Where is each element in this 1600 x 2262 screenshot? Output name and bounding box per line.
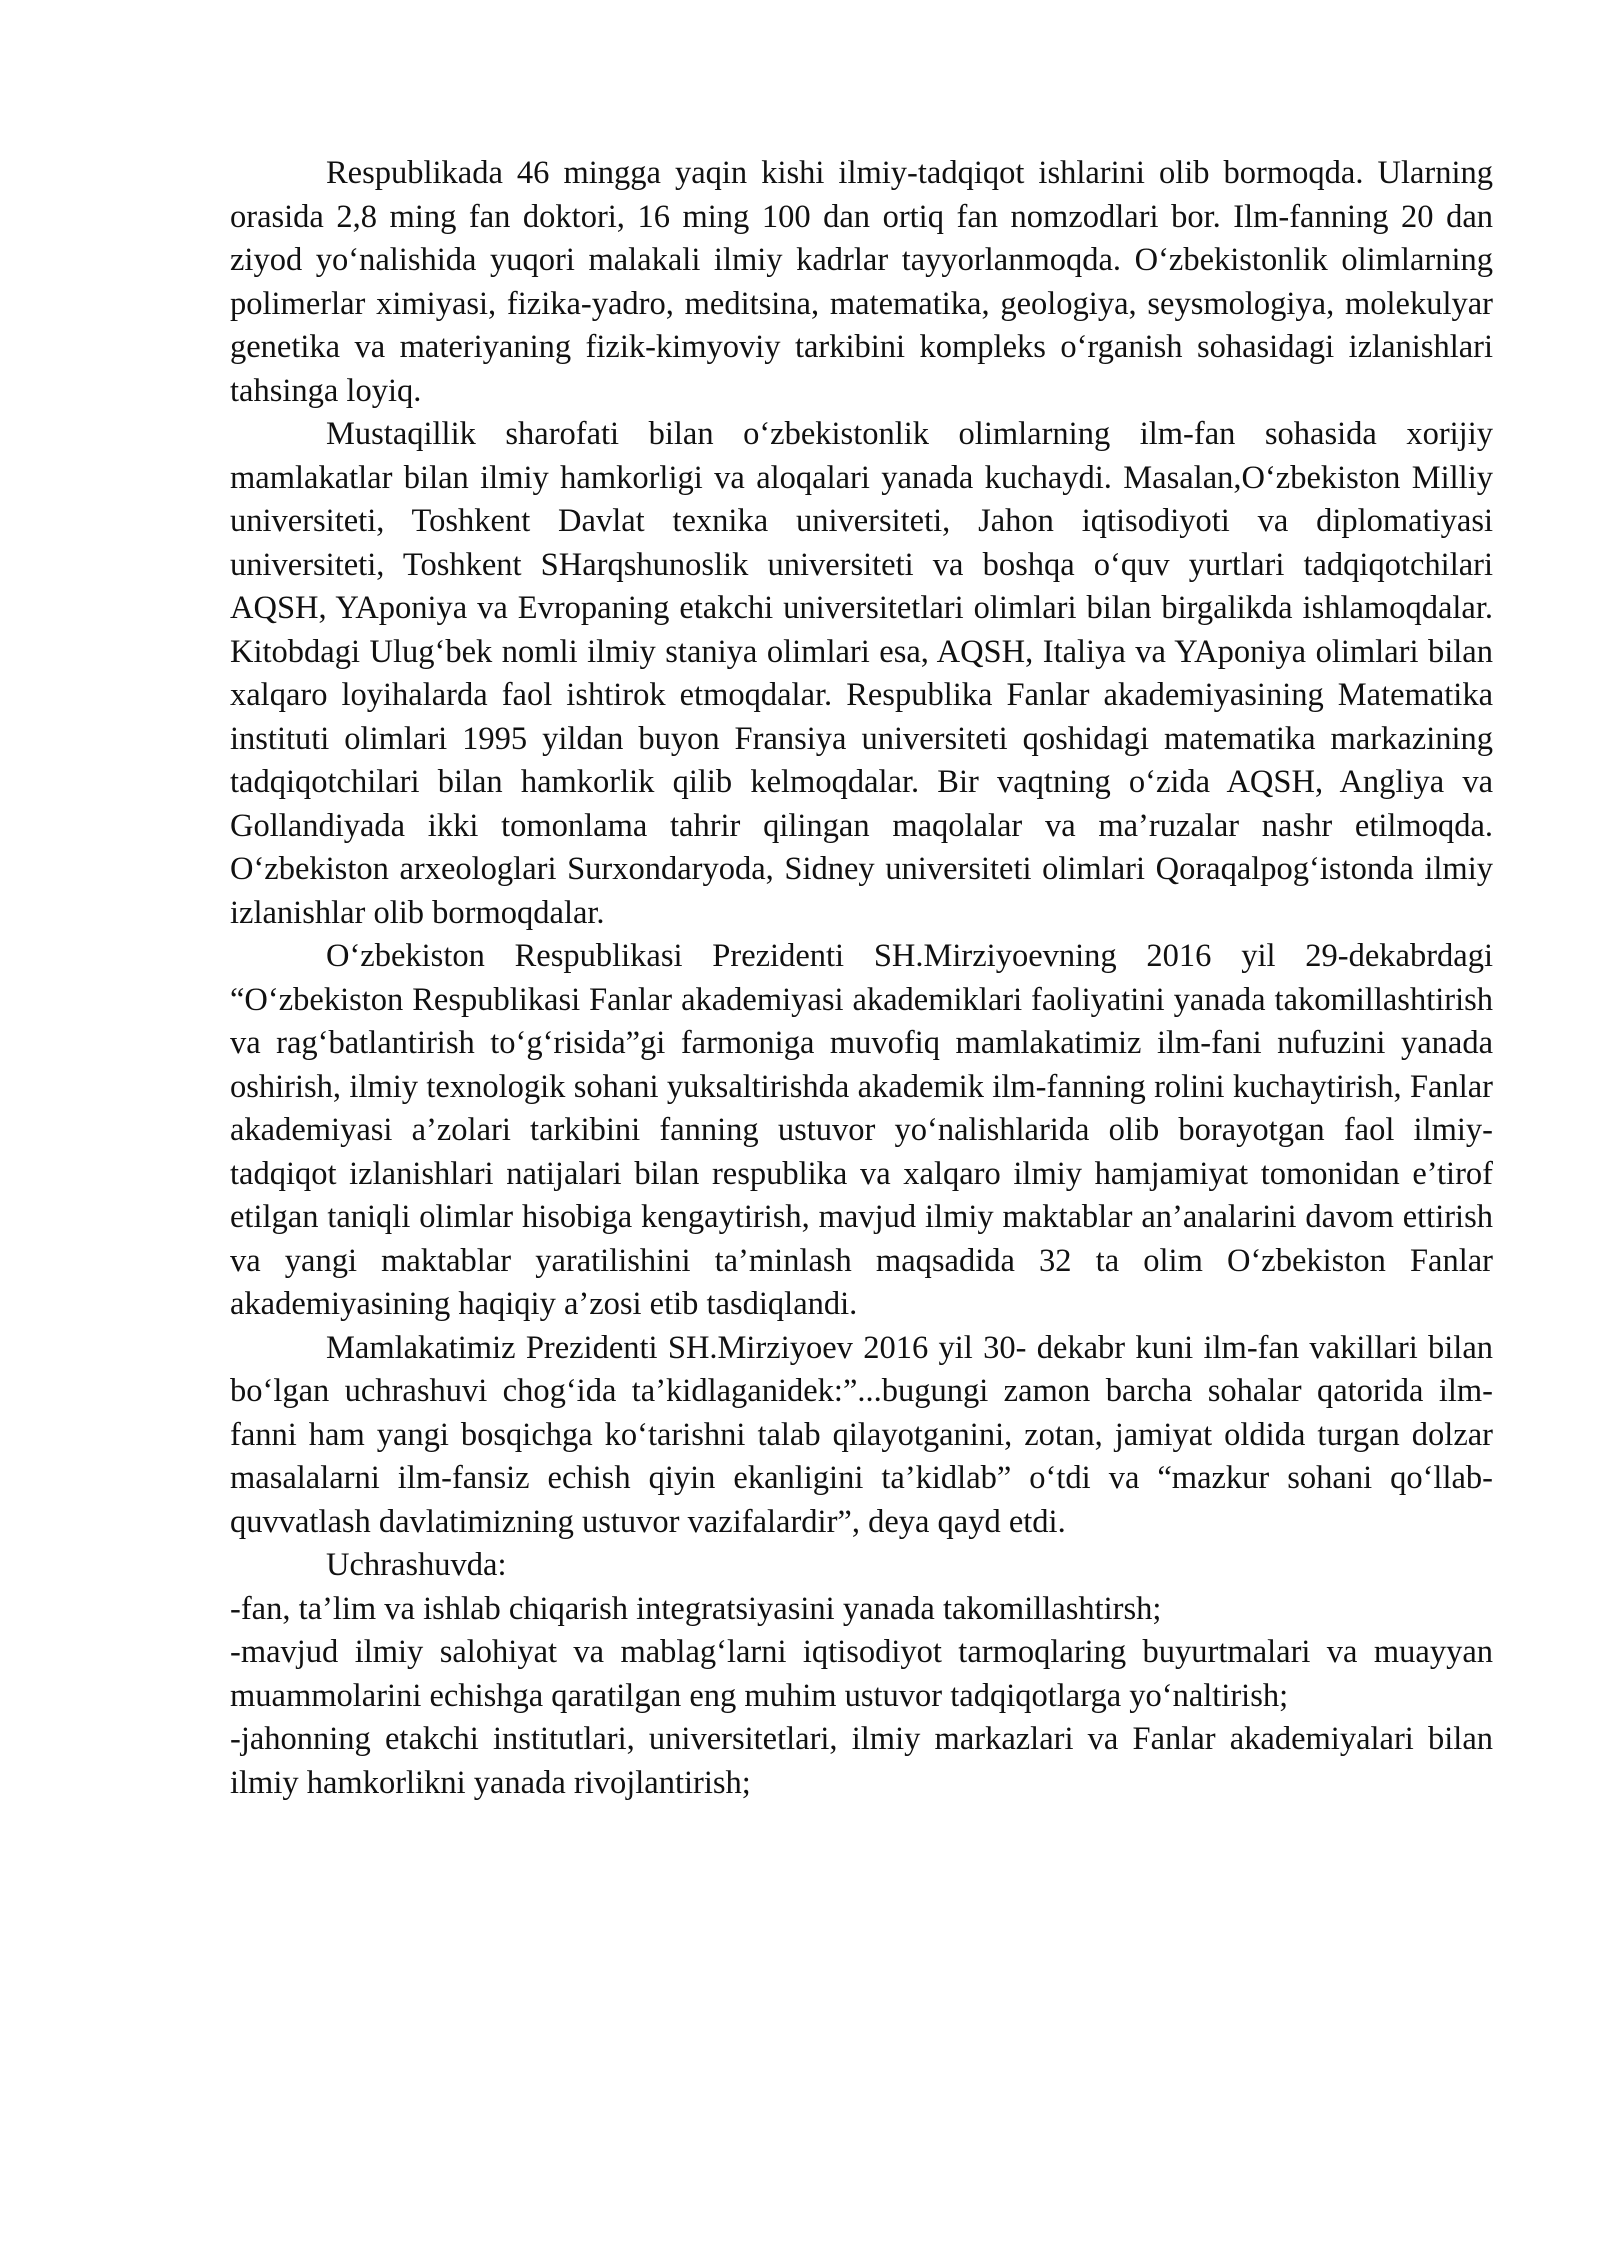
paragraph-president-meeting: Mamlakatimiz Prezidenti SH.Mirziyoev 2016 yil 30- dekabr kuni ilm-fan vakillari bilan bo‘lgan uchrashuvi chog‘ida ta’kidlaganidek:”...bugungi zamon barcha sohalar qatorida ilm-fanni ham yangi bosqichga ko‘tarishni talab qilayotganini, zotan, jamiyat oldida turgan dolzar masalalarni ilm-fansiz echish qiyin ekanligini ta’kidlab” o‘tdi va “mazkur sohani qo‘llab-quvvatlash davlatimizning ustuvor vazifalardir”, deya qayd etdi. bbox=[230, 1329, 1493, 1540]
paragraph-international-cooperation: Mustaqillik sharofati bilan o‘zbekistonlik olimlarning ilm-fan sohasida xorijiy mamlakatlar bilan ilmiy hamkorligi va aloqalari yanada kuchaydi. Masalan,O‘zbekiston Milliy universiteti, Toshkent Davlat texnika universiteti, Jahon iqtisodiyoti va diplomatiyasi universiteti, Toshkent SHarqshunoslik universiteti va boshqa o‘quv yurtlari tadqiqotchilari AQSH, YAponiya va Evropaning etakchi universitetlari olimlari bilan birgalikda ishlamoqdalar. Kitobdagi Ulug‘bek nomli ilmiy staniya olimlari esa, AQSH, Italiya va YAponiya olimlari bilan xalqaro loyihalarda faol ishtirok etmoqdalar. Respublika Fanlar akademiyasining Matematika instituti olimlari 1995 yildan buyon Fransiya universiteti qoshidagi matematika markazining tadqiqotchilari bilan hamkorlik qilib kelmoqdalar. Bir vaqtning o‘zida AQSH, Angliya va Gollandiyada ikki tomonlama tahrir qilingan maqolalar va ma’ruzalar nashr etilmoqda. O‘zbekiston arxeologlari Surxondaryoda, Sidney universiteti olimlari Qoraqalpog‘istonda ilmiy izlanishlar olib bormoqdalar. bbox=[230, 416, 1493, 931]
list-item: -mavjud ilmiy salohiyat va mablag‘larni iqtisodiyot tarmoqlaring buyurtmalari va muayyan muammolarini echishga qaratilgan eng muhim ustuvor tadqiqotlarga yo‘naltirish; bbox=[230, 1634, 1493, 1714]
paragraph-research-staff: Respublikada 46 mingga yaqin kishi ilmiy-tadqiqot ishlarini olib bormoqda. Ularning orasida 2,8 ming fan doktori, 16 ming 100 dan ortiq fan nomzodlari bor. Ilm-fanning 20 dan ziyod yo‘nalishida yuqori malakali ilmiy kadrlar tayyorlanmoqda. O‘zbekistonlik olimlarning polimerlar ximiyasi, fizika-yadro, meditsina, matematika, geologiya, seysmologiya, molekulyar genetika va materiyaning fizik-kimyoviy tarkibini kompleks o‘rganish sohasidagi izlanishlari tahsinga loyiq. bbox=[230, 155, 1493, 409]
document-page bbox=[230, 152, 1493, 1805]
paragraph-academy-decree: O‘zbekiston Respublikasi Prezidenti SH.Mirziyoevning 2016 yil 29-dekabrdagi “O‘zbekiston Respublikasi Fanlar akademiyasi akademiklari faoliyatini yanada takomillashtirish va rag‘batlantirish to‘g‘risida”gi farmoniga muvofiq mamlakatimiz ilm-fani nufuzini yanada oshirish, ilmiy texnologik sohani yuksaltirishda akademik ilm-fanning rolini kuchaytirish, Fanlar akademiyasi a’zolari tarkibini fanning ustuvor yo‘nalishlarida olib borayotgan faol ilmiy-tadqiqot izlanishlari natijalari bilan respublika va xalqaro ilmiy hamjamiyat tomonidan e’tirof etilgan taniqli olimlar hisobiga kengaytirish, mavjud ilmiy maktablar an’analarini davom ettirish va yangi maktablar yaratilishini ta’minlash maqsadida 32 ta olim O‘zbekiston Fanlar akademiyasining haqiqiy a’zosi etib tasdiqlandi. bbox=[230, 938, 1493, 1322]
paragraph-meeting-intro: Uchrashuvda: bbox=[326, 1547, 507, 1583]
list-item: -fan, ta’lim va ishlab chiqarish integratsiyasini yanada takomillashtirsh; bbox=[230, 1590, 1162, 1627]
list-item: -jahonning etakchi institutlari, universitetlari, ilmiy markazlari va Fanlar akademiyalari bilan ilmiy hamkorlikni yanada rivojlantirish; bbox=[230, 1721, 1493, 1801]
